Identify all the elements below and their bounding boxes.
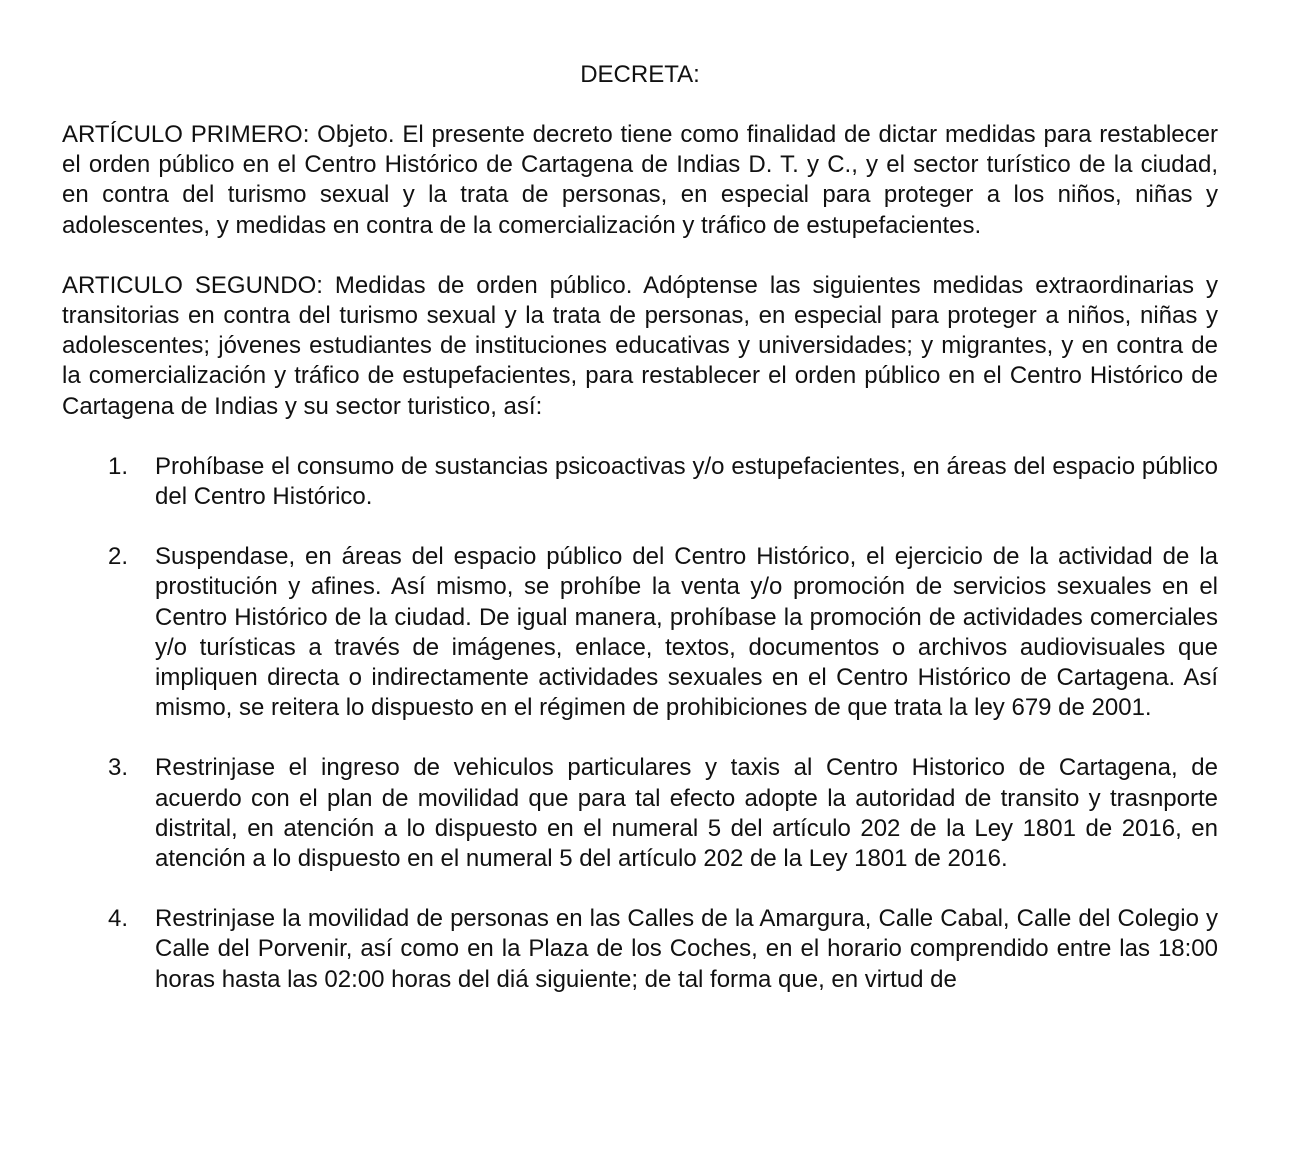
decree-heading: DECRETA:: [580, 61, 700, 88]
document-page: [62, 60, 1218, 1025]
list-item: [62, 452, 1218, 512]
list-item-number: 3.: [108, 754, 129, 782]
list-item-text: Prohíbase el consumo de sustancias psicoactivas y/o estupefacientes, en áreas del espacio público del Centro Histórico.: [155, 452, 1218, 511]
list-item: [62, 542, 1218, 723]
list-item-number: 4.: [108, 905, 129, 933]
list-item-number: 2.: [108, 543, 129, 571]
measures-list: [62, 452, 1218, 995]
list-item-number: 1.: [108, 452, 129, 480]
list-item-text: Restrinjase el ingreso de vehiculos particulares y taxis al Centro Historico de Cartagena, de acuerdo con el plan de movilidad que para tal efecto adopte la autoridad de transito y trasnporte distrital, en atención a lo dispuesto en el numeral 5 del artículo 202 de la Ley 1801 de 2016, en atención a lo dispuesto en el numeral 5 del artículo 202 de la Ley 1801 de 2016.: [155, 754, 1218, 873]
article-primero-paragraph: ARTÍCULO PRIMERO: Objeto. El presente decreto tiene como finalidad de dictar medidas para restablecer el orden público en el Centro Histórico de Cartagena de Indias D. T. y C., y el sector turístico de la ciudad, en contra del turismo sexual y la trata de personas, en especial para proteger a los niños, niñas y adolescentes, y medidas en contra de la comercialización y tráfico de estupefacientes.: [62, 121, 1218, 239]
article-segundo-paragraph: ARTICULO SEGUNDO: Medidas de orden público. Adóptense las siguientes medidas extraordinarias y transitorias en contra del turismo sexual y la trata de personas, en especial para proteger a niños, niñas y adolescentes; jóvenes estudiantes de instituciones educativas y universidades; y migrantes, y en contra de la comercialización y tráfico de estupefacientes, para restablecer el orden público en el Centro Histórico de Cartagena de Indias y su sector turistico, así:: [62, 271, 1218, 420]
list-item-text: Suspendase, en áreas del espacio público del Centro Histórico, el ejercicio de la actividad de la prostitución y afines. Así mismo, se prohíbe la venta y/o promoción de servicios sexuales en el Centro Histórico de la ciudad. De igual manera, prohíbase la promoción de actividades comerciales y/o turísticas a través de imágenes, enlace, textos, documentos o archivos audiovisuales que impliquen directa o indirectamente actividades sexuales en el Centro Histórico de Cartagena. Así mismo, se reitera lo dispuesto en el régimen de prohibiciones de que trata la ley 679 de 2001.: [155, 543, 1218, 722]
list-item: [62, 904, 1218, 995]
list-item: [62, 753, 1218, 874]
list-item-text: Restrinjase la movilidad de personas en las Calles de la Amargura, Calle Cabal, Calle del Colegio y Calle del Porvenir, así como en la Plaza de los Coches, en el horario comprendido entre las 18:00 horas hasta las 02:00 horas del diá siguiente; de tal forma que, en virtud de: [155, 905, 1218, 993]
